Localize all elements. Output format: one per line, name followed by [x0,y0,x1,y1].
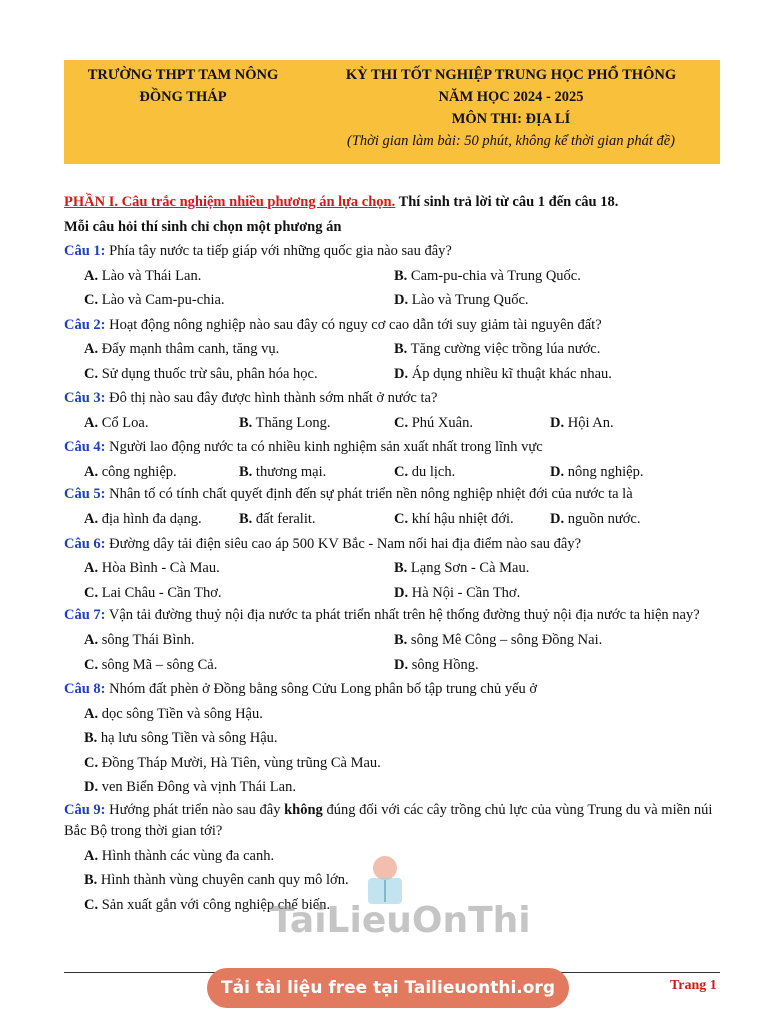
school-name: TRƯỜNG THPT TAM NÔNG [87,67,279,83]
exam-subject: MÔN THI: ĐỊA LÍ [451,111,571,127]
options-row [64,581,724,606]
question-label: Câu 1: [64,243,106,259]
question-text: Người lao động nước ta có nhiều kinh nghiệm sản xuất nhất trong lĩnh vực [105,439,543,455]
question-2 [64,313,724,338]
question-label: Câu 2: [64,316,106,333]
option-c[interactable]: C. Sử dụng thuốc trừ sâu, phân hóa học. [84,365,318,382]
option-b[interactable]: B. Thăng Long. [239,414,331,431]
question-label: Câu 4: [64,439,106,455]
options-row [64,556,724,581]
options-row [64,460,724,485]
option-a[interactable]: A. Cổ Loa. [84,414,149,431]
option-c[interactable]: C. Lai Châu - Cần Thơ. [84,584,222,601]
option-c[interactable]: C. du lịch. [394,463,456,480]
option-c[interactable]: C. Đồng Tháp Mười, Hà Tiên, vùng trũng Cà Mau. [84,754,381,771]
option-d[interactable]: D. nông nghiệp. [550,463,644,480]
option-a[interactable]: A. Lào và Thái Lan. [84,267,202,284]
question-text: Đô thị nào sau đây được hình thành sớm nhất ở nước ta? [105,390,438,406]
part1-instruction: Thí sinh trả lời từ câu 1 đến câu 18. [395,194,619,210]
watermark: TaiLieuOnThi [270,900,531,941]
option-a[interactable]: A. công nghiệp. [84,463,177,480]
option-a[interactable]: A. Hình thành các vùng đa canh. [84,847,275,864]
question-8 [64,677,724,702]
option-d[interactable]: D. Hà Nội - Cần Thơ. [394,584,521,601]
option-c[interactable]: C. Lào và Cam-pu-chia. [84,292,225,308]
school-year: NĂM HỌC 2024 - 2025 [438,89,584,105]
option-a[interactable]: A. Đẩy mạnh thâm canh, tăng vụ. [84,341,280,357]
question-3 [64,386,724,411]
question-7 [64,605,724,626]
question-9: Câu 9: Hướng phát triển nào sau đây không đúng đối với các cây trồng chủ lực của vùng Trung du và miền núi Bắc Bộ trong thời gian tới? [64,801,713,839]
options-row [64,337,724,362]
option-b[interactable]: B. Lạng Sơn - Cà Mau. [394,560,530,576]
school-province: ĐỒNG THÁP [139,89,227,105]
question-label: Câu 8: [64,681,106,697]
exam-info-block [302,60,720,164]
option-a[interactable]: A. địa hình đa dạng. [84,511,202,527]
page-number: Trang 1 [670,978,717,993]
exam-title: KỲ THI TỐT NGHIỆP TRUNG HỌC PHỔ THÔNG [345,67,677,83]
exam-header [64,60,720,164]
question-text: Nhân tố có tính chất quyết định đến sự phát triển nền nông nghiệp nhiệt đới của nước ta là [105,486,633,502]
options-row [64,628,724,653]
part1-title: PHẦN I. Câu trắc nghiệm nhiều phương án lựa chọn. [64,194,396,210]
option-b[interactable]: B. Tăng cường việc trồng lúa nước. [394,341,601,357]
option-d[interactable]: D. Áp dụng nhiều kĩ thuật khác nhau. [394,365,612,382]
option-d[interactable]: D. Hội An. [550,414,614,431]
option-c[interactable]: C. khí hậu nhiệt đới. [394,511,514,527]
question-5 [64,484,724,505]
option-b[interactable]: B. thương mại. [239,463,327,480]
options-row [64,507,724,532]
option-b[interactable]: B. đất feralit. [239,511,316,527]
option-a[interactable]: A. dọc sông Tiền và sông Hậu. [84,705,263,722]
option-c[interactable]: C. sông Mã – sông Cả. [84,656,218,673]
question-1 [64,239,724,264]
option-d[interactable]: D. sông Hồng. [394,656,479,673]
option-c[interactable]: C. Phú Xuân. [394,414,473,431]
question-text: Phía tây nước ta tiếp giáp với những quốc gia nào sau đây? [105,243,452,259]
question-text: Hoạt động nông nghiệp nào sau đây có nguy cơ cao dẫn tới suy giảm tài nguyên đất? [105,316,602,333]
time-note: (Thời gian làm bài: 50 phút, không kể thời gian phát đề) [347,133,675,149]
option-a[interactable]: A. Hòa Bình - Cà Mau. [84,560,220,576]
question-6 [64,532,724,557]
option-c[interactable]: C. Sản xuất gắn với công nghiệp chế biến. [84,896,331,913]
options-row [64,362,724,387]
download-banner[interactable]: Tải tài liệu free tại Tailieuonthi.org [207,968,569,1008]
options-row [64,264,724,289]
question-label: Câu 3: [64,390,106,406]
option-b[interactable]: B. Cam-pu-chia và Trung Quốc. [394,267,581,284]
question-label: Câu 5: [64,486,106,502]
question-text: Nhóm đất phèn ở Đồng bằng sông Cửu Long phân bố tập trung chủ yếu ở [105,681,538,697]
option-b[interactable]: B. hạ lưu sông Tiền và sông Hậu. [84,730,278,746]
option-a[interactable]: A. sông Thái Bình. [84,632,195,648]
option-d[interactable]: D. Lào và Trung Quốc. [394,292,529,308]
option-d[interactable]: D. ven Biển Đông và vịnh Thái Lan. [84,779,296,795]
part1-instruction-line2: Mỗi câu hỏi thí sinh chỉ chọn một phương án [64,218,342,235]
emphasis-not: không [284,801,323,818]
question-label: Câu 7: [64,607,106,623]
option-b[interactable]: B. Hình thành vùng chuyên canh quy mô lớn. [84,872,349,888]
question-text: Đường dây tải điện siêu cao áp 500 KV Bắc - Nam nối hai địa điểm nào sau đây? [105,535,582,552]
options-row [64,411,724,436]
option-d[interactable]: D. nguồn nước. [550,511,641,527]
options-row [64,288,724,313]
exam-content [64,190,724,917]
question-label: Câu 6: [64,535,106,552]
option-b[interactable]: B. sông Mê Công – sông Đồng Nai. [394,632,603,648]
question-label: Câu 9: [64,801,106,818]
school-block [64,60,302,164]
question-4 [64,435,724,460]
options-row [64,653,724,678]
question-text: Vận tải đường thuỷ nội địa nước ta phát triển nhất trên hệ thống đường thuỷ nội địa nước ta hiện nay? [105,607,700,623]
part1-heading [64,190,724,215]
